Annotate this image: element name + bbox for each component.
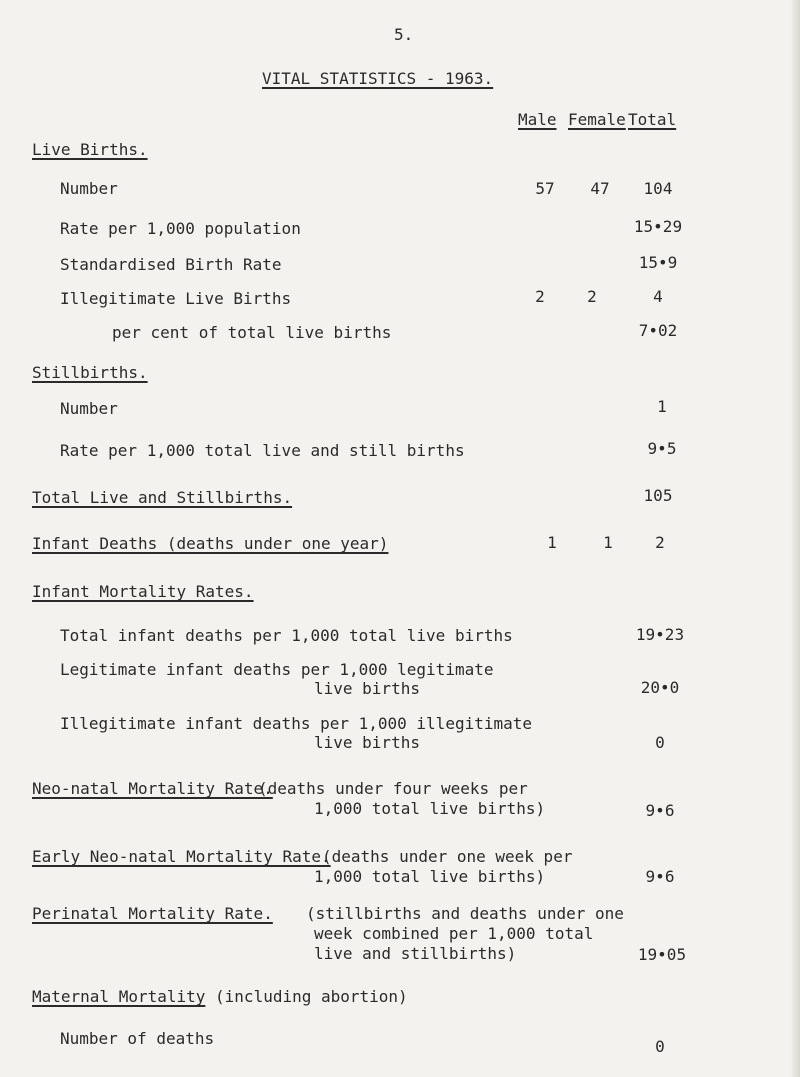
row-label: Number (60, 399, 118, 418)
value-total: 105 (643, 486, 673, 505)
row-label-continued: live births (314, 733, 420, 752)
value-total: 20•0 (640, 678, 680, 697)
column-header-total: Total (628, 110, 677, 129)
value-male: 1 (547, 533, 557, 552)
row-label-continued: live births (314, 679, 420, 698)
page-edge-shadow (790, 0, 800, 1077)
maternal-label: Maternal Mortality (32, 987, 206, 1006)
value-total: 0 (655, 733, 665, 752)
row-label: Legitimate infant deaths per 1,000 legitimate (60, 660, 494, 679)
row-label-description: (deaths under four weeks per (258, 779, 528, 798)
value-female: 1 (603, 533, 613, 552)
value-male: 2 (535, 287, 545, 306)
value-total: 19•23 (635, 625, 685, 644)
row-label: Number of deaths (60, 1029, 215, 1048)
value-female: 2 (587, 287, 597, 306)
value-total: 2 (655, 533, 665, 552)
section-heading-infant-deaths: Infant Deaths (deaths under one year) (32, 534, 389, 553)
value-total: 19•05 (637, 945, 687, 964)
row-label: Rate per 1,000 total live and still births (60, 441, 465, 460)
section-heading-stillbirths: Stillbirths. (32, 363, 148, 382)
value-total: 15•9 (638, 253, 678, 272)
section-heading-total-births: Total Live and Stillbirths. (32, 488, 293, 507)
row-label: Total infant deaths per 1,000 total live births (60, 626, 513, 645)
row-label: Illegitimate infant deaths per 1,000 illegitimate (60, 714, 533, 733)
row-label-description: (stillbirths and deaths under one (306, 904, 624, 923)
value-total: 9•5 (647, 439, 677, 458)
value-total: 104 (643, 179, 673, 198)
value-total: 4 (653, 287, 663, 306)
row-label: Illegitimate Live Births (60, 289, 292, 308)
value-total: 15•29 (633, 217, 683, 236)
value-total: 7•02 (638, 321, 678, 340)
row-label: Rate per 1,000 population (60, 219, 301, 238)
value-total: 9•6 (645, 867, 675, 886)
row-label: per cent of total live births (112, 323, 392, 342)
section-heading-live-births: Live Births. (32, 140, 148, 159)
section-heading-perinatal: Perinatal Mortality Rate. (32, 904, 273, 923)
value-total: 0 (655, 1037, 665, 1056)
row-label-continued: 1,000 total live births) (314, 867, 546, 886)
row-label-continued: live and stillbirths) (314, 944, 517, 963)
section-heading-early-neonatal: Early Neo-natal Mortality Rate. (32, 847, 331, 866)
row-label-description: (deaths under one week per (322, 847, 573, 866)
page-title: VITAL STATISTICS - 1963. (262, 69, 494, 88)
value-total: 1 (657, 397, 667, 416)
column-header-female: Female (568, 110, 626, 129)
section-heading-maternal (32, 988, 408, 1006)
value-total: 9•6 (645, 801, 675, 820)
column-header-male: Male (518, 110, 557, 129)
section-heading-neonatal: Neo-natal Mortality Rate. (32, 779, 273, 798)
maternal-description: (including abortion) (215, 987, 408, 1006)
page-number: 5. (394, 25, 414, 44)
row-label-continued: week combined per 1,000 total (314, 924, 594, 943)
row-label-continued: 1,000 total live births) (314, 799, 546, 818)
value-male: 57 (535, 179, 555, 198)
row-label: Standardised Birth Rate (60, 255, 282, 274)
value-female: 47 (590, 179, 610, 198)
row-label: Number (60, 179, 118, 198)
section-heading-infant-mortality: Infant Mortality Rates. (32, 582, 254, 601)
